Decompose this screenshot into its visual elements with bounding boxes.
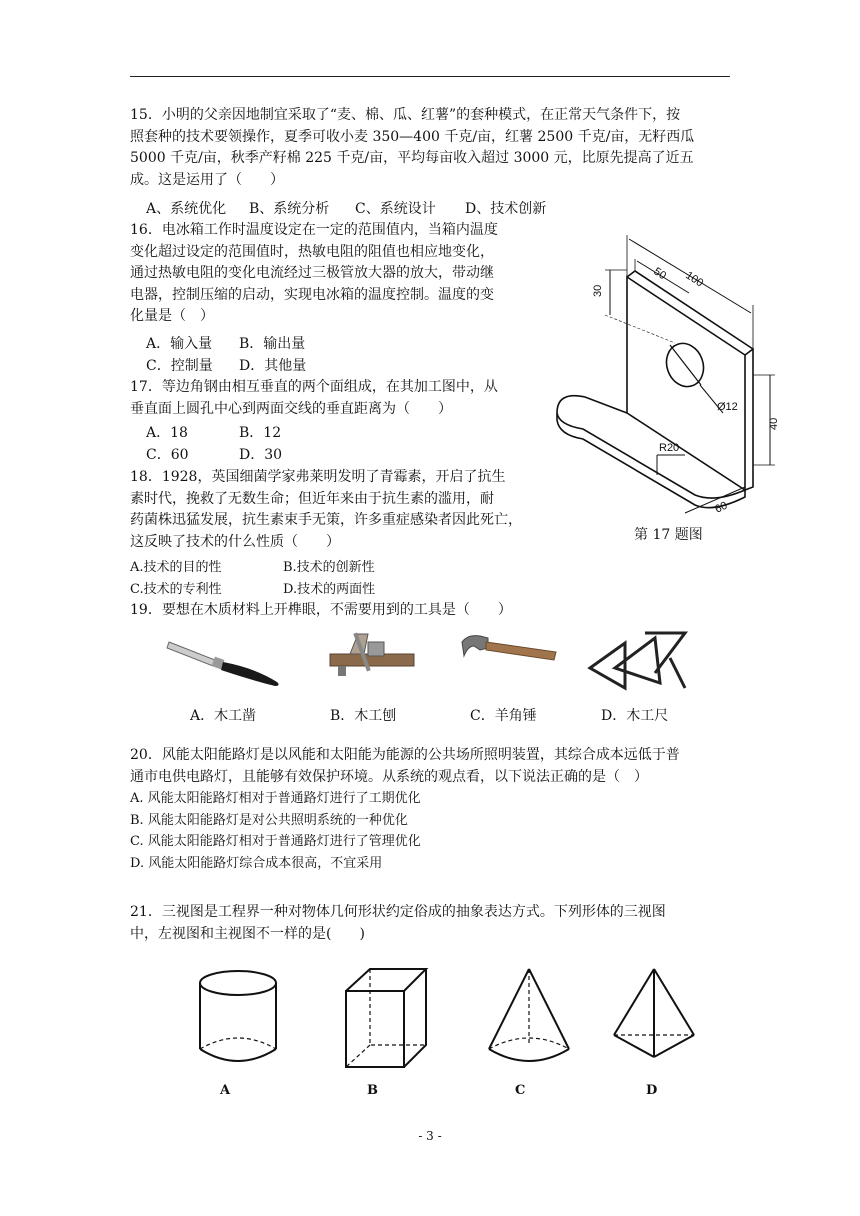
q15-line: 照套种的技术要领操作，夏季可收小麦 350—400 千克/亩，红薯 2500 千克/亩，无籽西瓜 bbox=[130, 128, 695, 145]
q16-line: 化量是（ ） bbox=[130, 308, 214, 324]
question-19 bbox=[130, 600, 512, 622]
q18-line: 药菌株迅猛发展，抗生素束手无策，许多重症感染者因此死亡， bbox=[130, 512, 522, 528]
q15-option-b[interactable]: B、系统分析 bbox=[249, 201, 330, 217]
q21-label-b[interactable]: B bbox=[367, 1083, 378, 1098]
q21-line: 21．三视图是工程界一种对物体几何形状约定俗成的抽象表达方式。下列形体的三视图 bbox=[130, 904, 666, 920]
claw-hammer-icon bbox=[458, 632, 558, 682]
question-17 bbox=[130, 377, 498, 420]
question-16 bbox=[130, 220, 498, 328]
dim-60: 60 bbox=[713, 499, 730, 516]
dim-30: 30 bbox=[592, 284, 604, 297]
q16-line: 16．电冰箱工作时温度设定在一定的范围值内，当箱内温度 bbox=[130, 222, 498, 238]
dim-40: 40 bbox=[768, 417, 780, 430]
question-21 bbox=[130, 902, 666, 945]
q18-line: 素时代，挽救了无数生命；但近年来由于抗生素的滥用，耐 bbox=[130, 490, 494, 507]
q18-option-c[interactable]: C.技术的专利性 bbox=[130, 582, 222, 597]
q17-option-b[interactable]: B．12 bbox=[239, 425, 282, 441]
angle-steel-figure bbox=[545, 225, 785, 525]
q19-option-c[interactable]: C．羊角锤 bbox=[470, 708, 537, 724]
plane-icon bbox=[328, 628, 418, 688]
chisel-icon bbox=[165, 638, 285, 688]
q17-line: 17．等边角钢由相互垂直的两个面组成，在其加工图中，从 bbox=[130, 379, 498, 395]
q17-option-d[interactable]: D．30 bbox=[239, 447, 283, 463]
q18-option-a[interactable]: A.技术的目的性 bbox=[130, 560, 222, 575]
pyramid-shape bbox=[610, 965, 700, 1075]
q20-line: 通市电供电路灯，且能够有效保护环境。从系统的观点看，以下说法正确的是（ ） bbox=[130, 768, 648, 785]
q19-stem: 19．要想在木质材料上开榫眼，不需要用到的工具是（ ） bbox=[130, 602, 512, 618]
dim-100: 100 bbox=[683, 269, 706, 290]
q15-option-c[interactable]: C、系统设计 bbox=[355, 201, 436, 217]
page-number: - 3 - bbox=[418, 1129, 442, 1143]
q19-option-a[interactable]: A．木工凿 bbox=[190, 708, 257, 724]
q20-line: 20．风能太阳能路灯是以风能和太阳能为能源的公共场所照明装置，其综合成本远低于普 bbox=[130, 747, 680, 763]
dim-50: 50 bbox=[651, 265, 669, 283]
q20-option-a[interactable]: A. 风能太阳能路灯相对于普通路灯进行了工期优化 bbox=[130, 791, 421, 806]
carpenter-square-icon bbox=[585, 628, 695, 693]
q19-option-d[interactable]: D．木工尺 bbox=[601, 708, 669, 724]
q16-option-a[interactable]: A．输入量 bbox=[146, 336, 213, 352]
q16-option-b[interactable]: B．输出量 bbox=[239, 336, 306, 352]
q18-line: 18．1928，英国细菌学家弗莱明发明了青霉素，开启了抗生 bbox=[130, 469, 506, 485]
dim-hole: Ø12 bbox=[717, 401, 738, 413]
q21-label-c[interactable]: C bbox=[515, 1083, 526, 1098]
q18-option-d[interactable]: D.技术的两面性 bbox=[283, 582, 376, 597]
q21-label-a[interactable]: A bbox=[220, 1083, 231, 1098]
q16-line: 变化超过设定的范围值时，热敏电阻的阻值也相应地变化， bbox=[130, 243, 494, 260]
question-20 bbox=[130, 745, 680, 874]
q18-line: 这反映了技术的什么性质（ ） bbox=[130, 533, 340, 550]
q16-option-c[interactable]: C．控制量 bbox=[146, 358, 213, 374]
cylinder-shape bbox=[195, 965, 285, 1075]
q19-option-b[interactable]: B．木工刨 bbox=[330, 708, 397, 724]
cone-shape bbox=[485, 965, 575, 1075]
question-15 bbox=[130, 105, 694, 191]
q16-line: 电器，控制压缩的启动，实现电冰箱的温度控制。温度的变 bbox=[130, 286, 494, 303]
figure-17-caption: 第 17 题图 bbox=[634, 527, 703, 543]
question-18 bbox=[130, 467, 522, 553]
q15-line: 15．小明的父亲因地制宜采取了“麦、棉、瓜、红薯”的套种模式，在正常天气条件下，按 bbox=[130, 107, 681, 123]
cuboid-shape bbox=[340, 965, 430, 1075]
q21-line: 中，左视图和主视图不一样的是( ) bbox=[130, 925, 365, 942]
q20-option-c[interactable]: C. 风能太阳能路灯相对于普通路灯进行了管理优化 bbox=[130, 834, 421, 849]
q20-option-b[interactable]: B. 风能太阳能路灯是对公共照明系统的一种优化 bbox=[130, 812, 408, 828]
q15-line: 5000 千克/亩，秋季产籽棉 225 千克/亩，平均每亩收入超过 3000 元，比原先提高了近五 bbox=[130, 150, 694, 166]
q17-line: 垂直面上圆孔中心到两面交线的垂直距离为（ ） bbox=[130, 400, 452, 417]
q17-option-c[interactable]: C．60 bbox=[146, 447, 189, 463]
q20-option-d[interactable]: D. 风能太阳能路灯综合成本很高，不宜采用 bbox=[130, 855, 383, 871]
dim-r20: R20 bbox=[659, 442, 680, 454]
q15-line: 成。这是运用了（ ） bbox=[130, 171, 284, 188]
q17-option-a[interactable]: A．18 bbox=[146, 425, 188, 441]
q15-option-d[interactable]: D、技术创新 bbox=[465, 201, 547, 217]
q15-option-a[interactable]: A、系统优化 bbox=[146, 201, 227, 217]
header-rule bbox=[130, 76, 730, 77]
q16-line: 通过热敏电阻的变化电流经过三极管放大器的放大，带动继 bbox=[130, 265, 494, 281]
q18-option-b[interactable]: B.技术的创新性 bbox=[283, 560, 375, 575]
q16-option-d[interactable]: D．其他量 bbox=[239, 358, 307, 374]
q21-label-d[interactable]: D bbox=[646, 1083, 658, 1098]
